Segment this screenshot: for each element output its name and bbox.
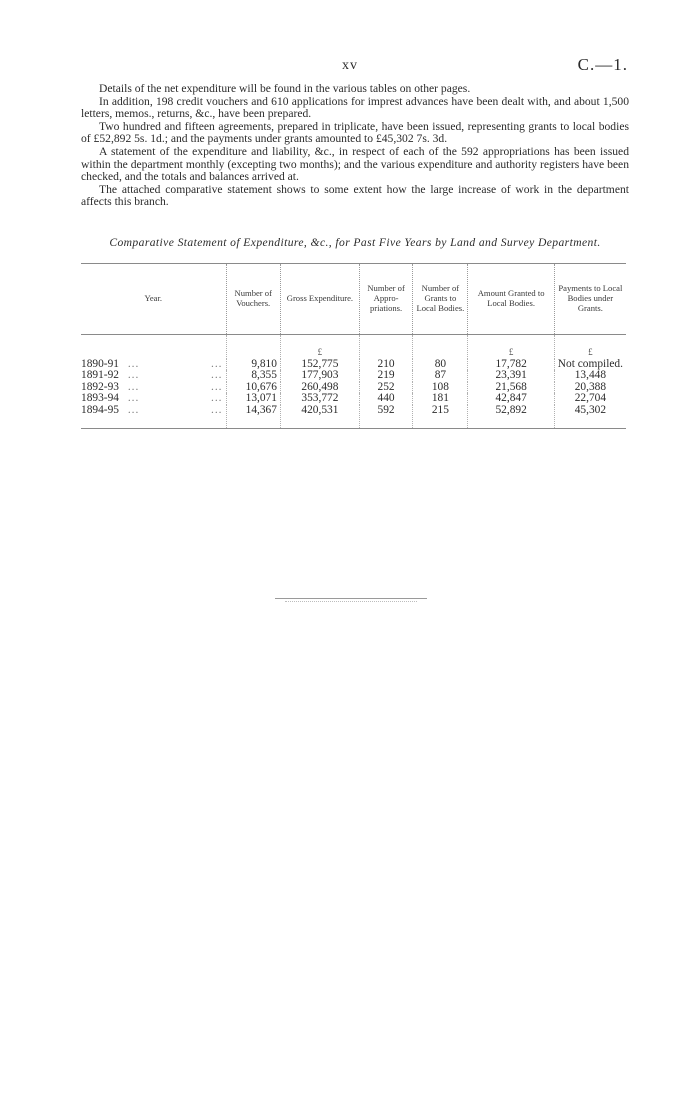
amount-granted-cell: 21,568 [468, 382, 554, 394]
amount-granted-cell: 42,847 [468, 393, 554, 405]
section-divider [285, 601, 417, 602]
paragraph: In addition, 198 credit vouchers and 610 applications for imprest advances have been dealt with, and about 1,500 letters, memos., returns, &c., have been prepared. [81, 94, 629, 121]
vouchers-cell: 9,810 [226, 359, 280, 371]
body-text [81, 83, 629, 209]
year-value: 1893-94 [81, 392, 119, 404]
dot-leader: ... [210, 369, 223, 381]
table-caption: Comparative Statement of Expenditure, &c., for Past Five Years by Land and Survey Department. [109, 236, 601, 249]
appropriations-cell: 252 [359, 382, 412, 394]
table-row [81, 359, 626, 371]
unit-cell [413, 335, 468, 359]
column-header-amount-granted: Amount Granted to Local Bodies. [468, 264, 554, 335]
appropriations-cell: 592 [359, 405, 412, 429]
unit-cell [359, 335, 412, 359]
year-value: 1892-93 [81, 380, 119, 393]
vouchers-cell: 8,355 [226, 370, 280, 382]
year-value: 1894-95 [81, 403, 119, 416]
dot-leader: ... [210, 403, 223, 416]
column-header-grants: Number of Grants to Local Bodies. [413, 264, 468, 335]
comparative-statement-table [81, 263, 626, 429]
vouchers-cell: 10,676 [226, 382, 280, 394]
dot-leader: ... [127, 392, 140, 404]
unit-cell: £ [280, 335, 359, 359]
grants-cell: 181 [413, 393, 468, 405]
amount-granted-cell: 23,391 [468, 370, 554, 382]
section-divider [275, 598, 427, 599]
dot-leader: ... [127, 369, 140, 381]
column-header-appropriations: Number of Appro-priations. [359, 264, 412, 335]
vouchers-cell: 14,367 [226, 405, 280, 429]
paragraph: The attached comparative statement shows to some extent how the large increase of work in the department affects this branch. [81, 182, 629, 209]
paragraph: A statement of the expenditure and liability, &c., in respect of each of the 592 appropriations has been issued within the department monthly (excepting two months); and the various expenditure and authority registers have been checked, and the totals and balances arrived at. [81, 144, 629, 184]
grants-cell: 108 [413, 382, 468, 394]
table-row [81, 382, 626, 394]
dot-leader: ... [210, 380, 223, 393]
column-header-year: Year. [81, 264, 226, 335]
year-cell [81, 405, 226, 429]
gross-expenditure-cell: 420,531 [280, 405, 359, 429]
grants-cell: 215 [413, 405, 468, 429]
dot-leader: ... [210, 357, 223, 370]
table-row [81, 405, 626, 429]
gross-expenditure-cell: 353,772 [280, 393, 359, 405]
payments-cell: 45,302 [554, 405, 626, 429]
table-row [81, 393, 626, 405]
paragraph: Two hundred and fifteen agreements, prepared in triplicate, have been issued, representing grants to local bodies of £52,892 5s. 1d.; and the payments under grants amounted to £45,302 7s. 3d. [81, 119, 629, 146]
appropriations-cell: 210 [359, 359, 412, 371]
column-header-payments: Payments to Local Bodies under Grants. [554, 264, 626, 335]
document-reference: C.—1. [577, 55, 628, 74]
page-number: xv [342, 58, 358, 73]
payments-cell: Not compiled. [554, 359, 626, 371]
appropriations-cell: 219 [359, 370, 412, 382]
dot-leader: ... [127, 357, 140, 370]
grants-cell: 87 [413, 370, 468, 382]
gross-expenditure-cell: 177,903 [280, 370, 359, 382]
gross-expenditure-cell: 260,498 [280, 382, 359, 394]
payments-cell: 13,448 [554, 370, 626, 382]
paragraph: Details of the net expenditure will be found in the various tables on other pages. [99, 82, 471, 95]
appropriations-cell: 440 [359, 393, 412, 405]
table-bottom-rule [81, 429, 626, 430]
table-header-row [81, 264, 626, 335]
unit-cell [81, 335, 226, 359]
unit-row [81, 335, 626, 359]
vouchers-cell: 13,071 [226, 393, 280, 405]
unit-cell: £ [468, 335, 554, 359]
grants-cell: 80 [413, 359, 468, 371]
column-header-gross-expenditure: Gross Expenditure. [280, 264, 359, 335]
amount-granted-cell: 17,782 [468, 359, 554, 371]
year-value: 1891-92 [81, 369, 119, 381]
unit-cell: £ [554, 335, 626, 359]
payments-cell: 22,704 [554, 393, 626, 405]
gross-expenditure-cell: 152,775 [280, 359, 359, 371]
year-value: 1890-91 [81, 357, 119, 370]
dot-leader: ... [210, 392, 223, 404]
unit-cell [226, 335, 280, 359]
table-row [81, 370, 626, 382]
payments-cell: 20,388 [554, 382, 626, 394]
dot-leader: ... [127, 403, 140, 416]
dot-leader: ... [127, 380, 140, 393]
column-header-vouchers: Number of Vouchers. [226, 264, 280, 335]
amount-granted-cell: 52,892 [468, 405, 554, 429]
